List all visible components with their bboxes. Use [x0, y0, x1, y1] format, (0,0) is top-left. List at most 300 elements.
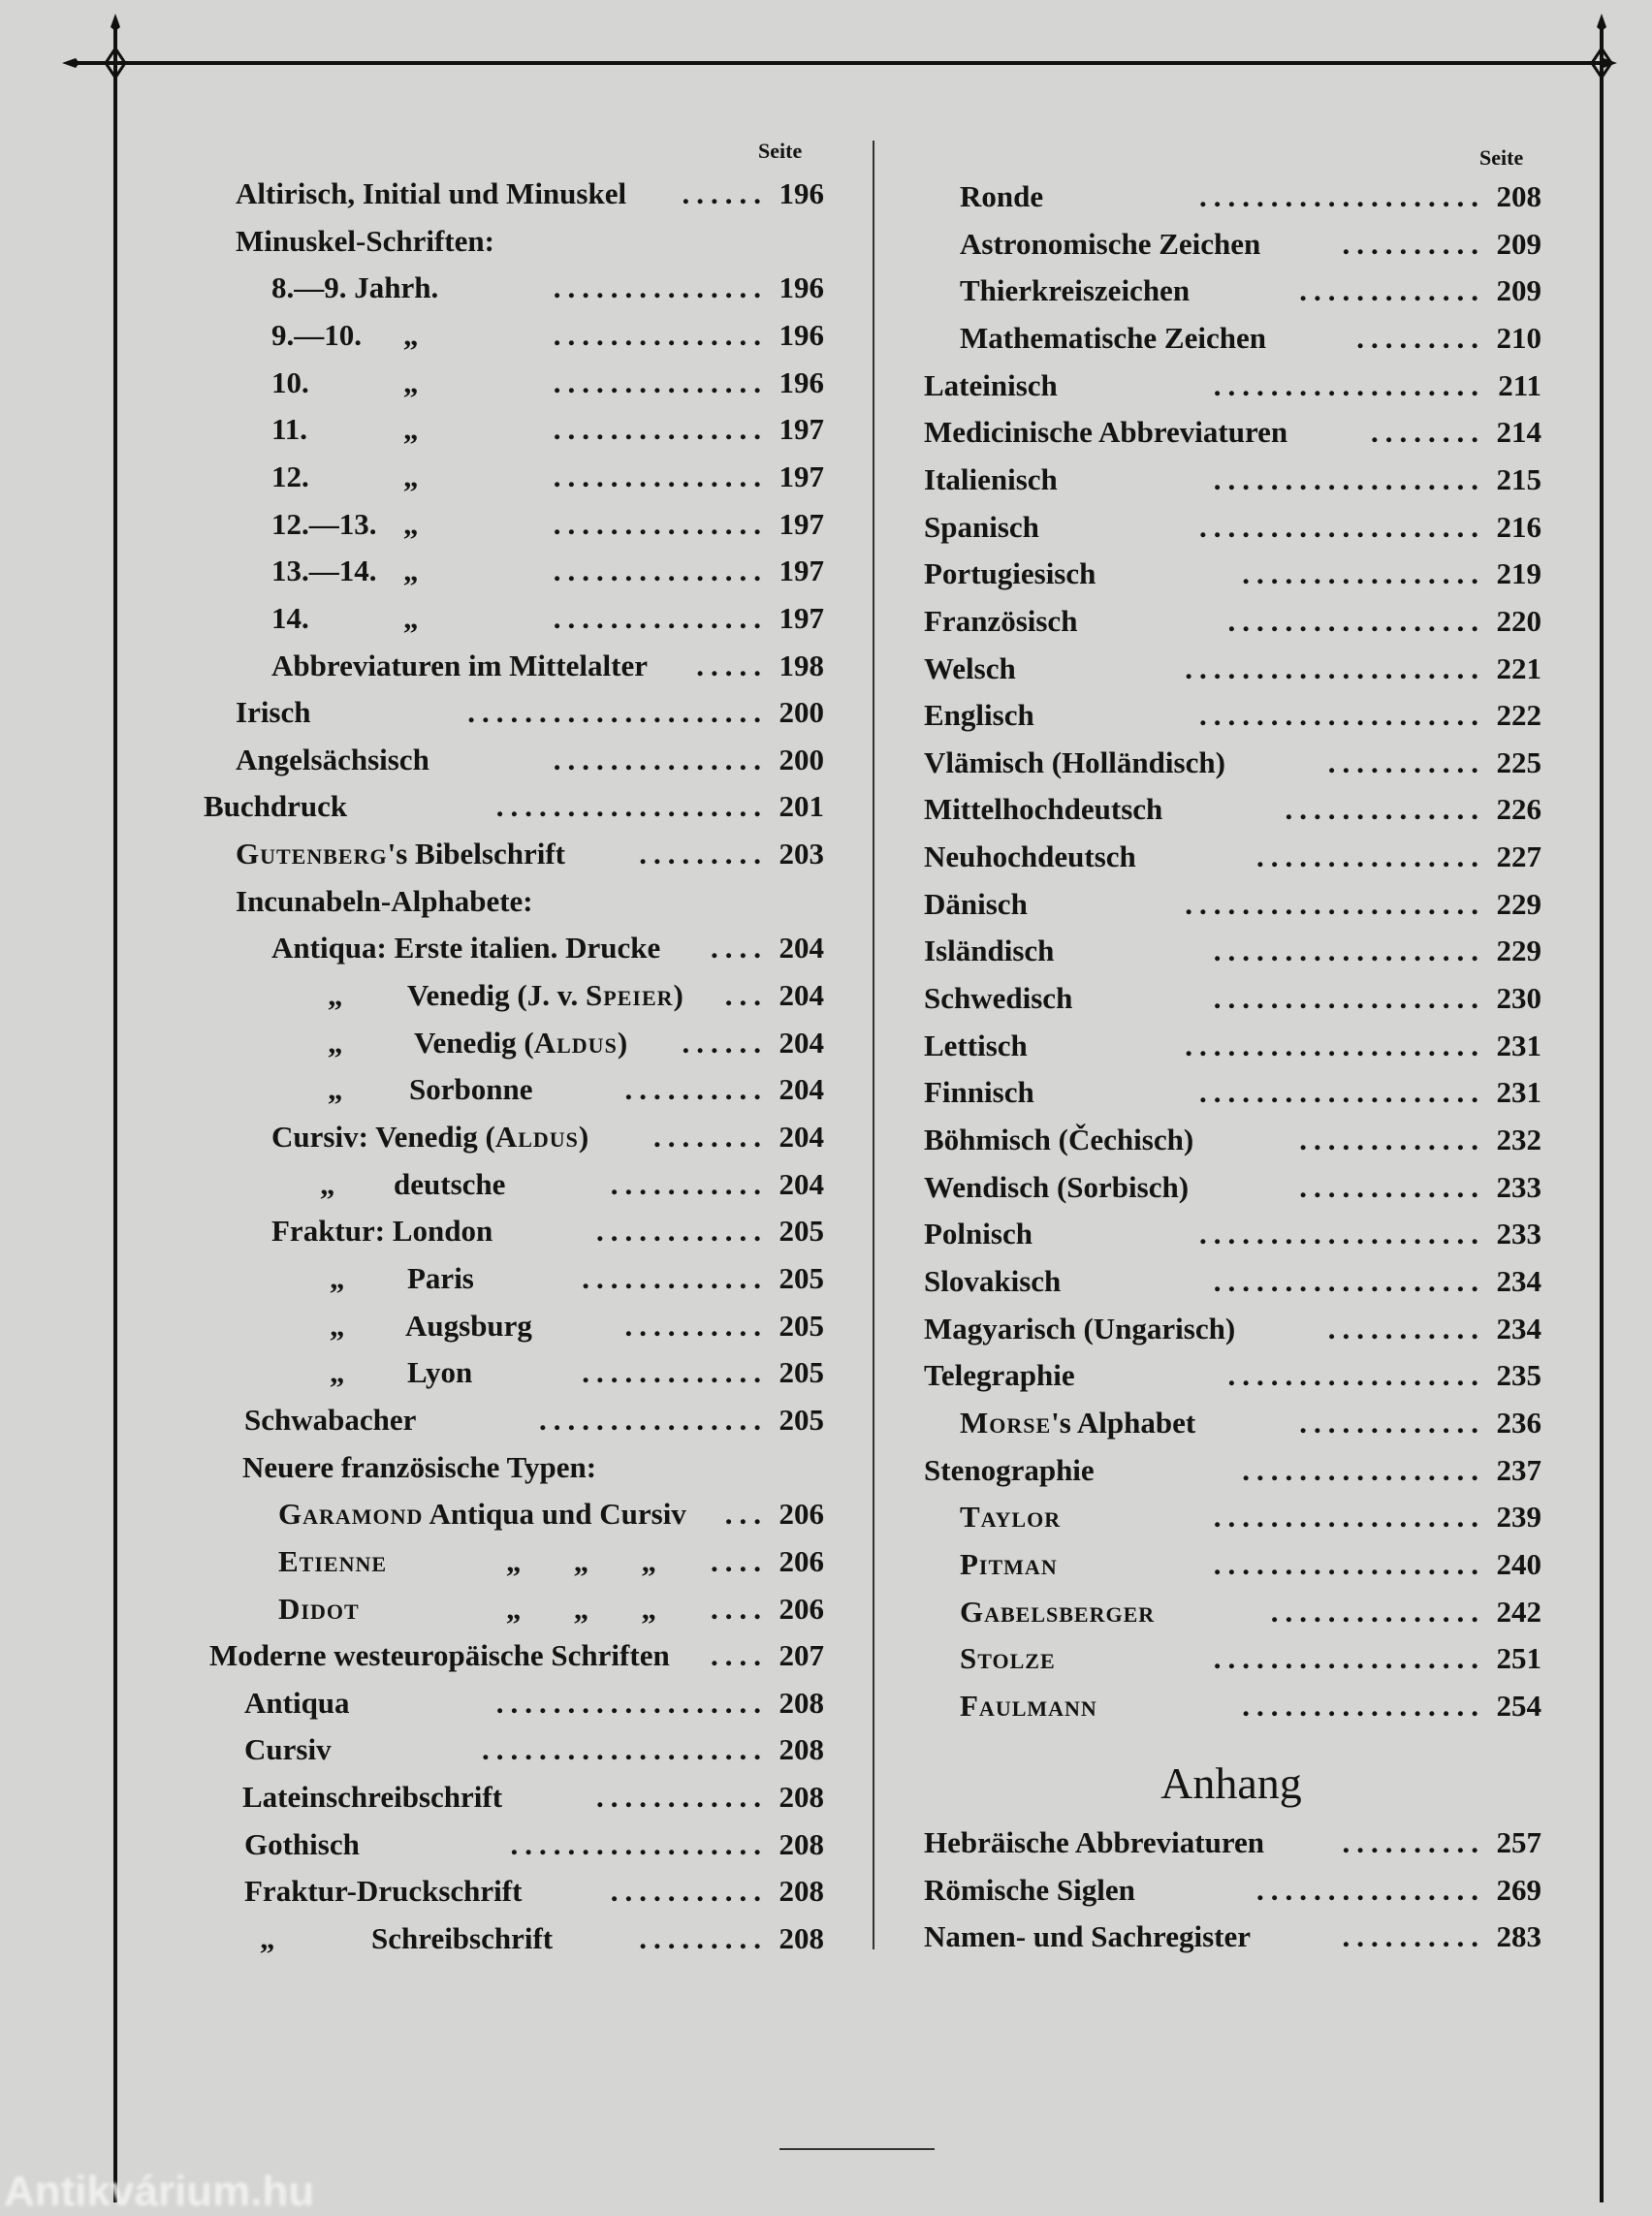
toc-entry[interactable] [911, 1447, 1541, 1494]
page-number: 234 [1496, 1311, 1541, 1345]
toc-entry[interactable] [911, 268, 1541, 314]
label-text: Französisch [924, 603, 1078, 638]
page-number: 208 [778, 1685, 824, 1720]
small-caps-name: Pitman [960, 1546, 1058, 1581]
ditto-mark: „ [328, 1072, 343, 1107]
toc-entry[interactable] [194, 689, 824, 736]
entry-label [236, 737, 429, 783]
leader-dots: ............. [1299, 273, 1485, 308]
toc-entry[interactable] [911, 1589, 1541, 1635]
page-number: 226 [1496, 792, 1541, 827]
toc-entry[interactable] [911, 1820, 1541, 1866]
toc-entry[interactable] [194, 1208, 824, 1254]
entry-label [924, 551, 1096, 597]
page-number: 207 [778, 1638, 824, 1673]
label-text: Hebräische Abbreviaturen [924, 1825, 1265, 1859]
entry-label [271, 454, 309, 500]
label-text: Portugiesisch [924, 556, 1096, 591]
toc-entry[interactable] [194, 454, 824, 500]
toc-entry[interactable] [194, 1632, 824, 1679]
entry-label [209, 1632, 670, 1679]
label-text: Welsch [924, 650, 1016, 685]
entry-label [242, 1444, 596, 1491]
label-text: Telegraphie [924, 1358, 1075, 1393]
toc-entry[interactable] [911, 928, 1541, 974]
label-text: Minuskel-Schriften: [236, 223, 494, 258]
page-number: 205 [778, 1260, 824, 1295]
toc-entry[interactable] [911, 1023, 1541, 1069]
entry-label [271, 360, 309, 406]
label-text: Venedig ( [414, 1025, 534, 1060]
page-number: 222 [1496, 698, 1541, 733]
entry-label [271, 643, 648, 689]
label-text: Schreibschrift [371, 1921, 554, 1956]
entry-label [924, 409, 1287, 456]
page-number: 208 [778, 1874, 824, 1909]
ditto-mark: „ [403, 412, 419, 447]
label-text: Moderne westeuropäische Schriften [209, 1638, 670, 1673]
entry-label [924, 1352, 1075, 1399]
leader-dots: ........... [1327, 1311, 1485, 1345]
toc-entry[interactable] [194, 1255, 824, 1302]
leader-dots: ........ [653, 1120, 768, 1154]
page-number: 206 [778, 1591, 824, 1626]
label-text: Namen- und Sachregister [924, 1919, 1251, 1954]
leader-dots: .................... [1199, 698, 1485, 733]
ditto-mark: „ „ „ [506, 1591, 656, 1626]
ditto-mark: „ [328, 978, 343, 1013]
page-number: 208 [778, 1732, 824, 1767]
page-number: 214 [1496, 415, 1541, 450]
entry-label [960, 1541, 1058, 1588]
entry-label [924, 457, 1058, 503]
label-text: Englisch [924, 698, 1034, 733]
page-number: 197 [778, 412, 824, 447]
leader-dots: ................... [1213, 981, 1485, 1016]
toc-entry[interactable] [911, 1494, 1541, 1540]
entry-label [407, 1255, 474, 1302]
entry-label [924, 504, 1039, 551]
toc-entry[interactable] [194, 783, 824, 830]
label-text: Neuere französische Typen: [242, 1449, 597, 1484]
toc-entry[interactable] [194, 1066, 824, 1113]
leader-dots: ..................... [1185, 1028, 1485, 1062]
toc-entry[interactable] [194, 643, 824, 689]
entry-label [244, 1726, 332, 1773]
small-caps-name: Speier [586, 978, 674, 1013]
toc-entry[interactable] [194, 595, 824, 642]
leader-dots: ......... [639, 1921, 768, 1956]
toc-entry[interactable] [194, 265, 824, 311]
entry-label [236, 831, 565, 877]
page-number: 269 [1496, 1872, 1541, 1907]
toc-entry[interactable] [194, 1161, 824, 1208]
leader-dots: ................... [1213, 1500, 1485, 1535]
entry-label [271, 501, 377, 548]
leader-dots: ............... [553, 554, 768, 588]
leader-dots: .............. [1285, 792, 1485, 827]
label-text: ) [578, 1120, 589, 1154]
entry-label [924, 692, 1034, 739]
label-text: 14. [271, 600, 309, 635]
page-number: 230 [1496, 981, 1541, 1016]
ditto-mark: „ [403, 317, 419, 352]
label-text: Slovakisch [924, 1263, 1062, 1298]
entry-label [244, 1821, 360, 1868]
label-text: Gothisch [244, 1826, 360, 1861]
ditto-mark: „ [330, 1260, 345, 1295]
page-number: 208 [778, 1921, 824, 1956]
label-text: 's Alphabet [1051, 1405, 1196, 1440]
toc-entry[interactable] [194, 1680, 824, 1726]
page-number: 232 [1496, 1123, 1541, 1156]
page-number: 257 [1496, 1825, 1541, 1859]
label-text: Cursiv: Venedig ( [271, 1120, 495, 1154]
leader-dots: ................... [1213, 1546, 1485, 1581]
page-number: 196 [778, 364, 824, 399]
label-text: 11. [271, 412, 308, 447]
leader-dots: .... [711, 1543, 768, 1578]
page-number: 208 [1496, 179, 1541, 213]
ditto-mark: „ [330, 1355, 345, 1390]
entry-label [960, 268, 1190, 314]
label-text: 8.—9. Jahrh. [271, 270, 439, 305]
toc-entry[interactable] [911, 1069, 1541, 1116]
leader-dots: ................ [539, 1402, 768, 1437]
toc-entry[interactable] [194, 501, 824, 548]
toc-entry[interactable] [194, 1821, 824, 1868]
entry-label [924, 1164, 1189, 1211]
leader-dots: ............... [553, 459, 768, 493]
label-text: 's Bibelschrift [387, 837, 566, 871]
leader-dots: ................. [1242, 1688, 1485, 1723]
leader-dots: .................... [1199, 1217, 1485, 1251]
toc-entry[interactable] [911, 646, 1541, 692]
entry-label [407, 1349, 472, 1396]
small-caps-name: Morse [960, 1405, 1052, 1440]
label-text: 12.—13. [271, 506, 377, 541]
page-number: 242 [1496, 1594, 1541, 1629]
toc-entry[interactable] [194, 1915, 824, 1962]
entry-label [924, 1820, 1264, 1866]
toc-entry[interactable] [911, 786, 1541, 833]
toc-entry[interactable] [194, 548, 824, 594]
toc-entry[interactable] [911, 881, 1541, 928]
leader-dots: ... [724, 978, 768, 1013]
toc-entry[interactable] [194, 218, 824, 265]
ditto-mark: „ [260, 1921, 275, 1956]
small-caps-name: Didot [278, 1591, 360, 1626]
leader-dots: ................ [1256, 839, 1485, 874]
page-number: 203 [778, 837, 824, 871]
page-number: 205 [778, 1214, 824, 1249]
page-number: 210 [1496, 320, 1541, 355]
toc-entry[interactable] [194, 737, 824, 783]
page-number: 205 [778, 1355, 824, 1390]
leader-dots: .......... [1342, 1919, 1485, 1954]
label-text: Fraktur: London [271, 1214, 493, 1249]
toc-entry[interactable] [911, 409, 1541, 456]
page-number: 205 [778, 1402, 824, 1437]
label-text: Mathematische Zeichen [960, 320, 1266, 355]
leader-dots: ........... [610, 1874, 768, 1909]
leader-dots: ............... [553, 317, 768, 352]
label-text: Incunabeln-Alphabete: [236, 883, 533, 918]
entry-label [278, 1491, 686, 1537]
ditto-mark: „ [330, 1308, 345, 1343]
label-text: Venedig (J. v. [407, 978, 587, 1013]
leader-dots: ............... [553, 364, 768, 399]
entry-label [236, 171, 626, 217]
entry-label [271, 925, 660, 971]
toc-entry[interactable] [911, 315, 1541, 362]
toc-entry[interactable] [911, 1400, 1541, 1446]
leader-dots: .... [711, 1638, 768, 1673]
page-number: 227 [1496, 839, 1541, 874]
page-number: 215 [1496, 461, 1541, 496]
toc-entry[interactable] [194, 1303, 824, 1349]
label-text: Ronde [960, 179, 1044, 213]
entry-label [271, 595, 309, 642]
entry-label [405, 1303, 532, 1349]
label-text: Polnisch [924, 1217, 1032, 1251]
leader-dots: ..................... [1185, 886, 1485, 921]
ditto-mark: „ [320, 1166, 335, 1201]
toc-entry[interactable] [911, 1352, 1541, 1399]
page-number: 231 [1496, 1028, 1541, 1062]
toc-entry[interactable] [911, 174, 1541, 220]
page-number: 239 [1496, 1500, 1541, 1535]
label-text: Lateinschreibschrift [242, 1780, 503, 1815]
toc-entry[interactable] [911, 1258, 1541, 1305]
entry-label [414, 1020, 627, 1066]
entry-label [960, 174, 1043, 220]
toc-entry[interactable] [194, 1586, 824, 1632]
toc-entry[interactable] [911, 457, 1541, 503]
small-caps-name: Gabelsberger [960, 1594, 1156, 1629]
leader-dots: ............... [553, 742, 768, 776]
ditto-mark: „ [403, 506, 419, 541]
entry-label [271, 312, 362, 359]
toc-entry[interactable] [194, 1538, 824, 1585]
leader-dots: ............. [1299, 1123, 1485, 1156]
toc-entry[interactable] [194, 1491, 824, 1537]
small-caps-name: Stolze [960, 1641, 1056, 1676]
page-number: 206 [778, 1543, 824, 1578]
small-caps-name: Gutenberg [236, 837, 388, 871]
leader-dots: ................ [1256, 1872, 1485, 1907]
toc-entry[interactable] [911, 1541, 1541, 1588]
page-number: 216 [1496, 509, 1541, 544]
ditto-mark: „ [403, 554, 419, 588]
label-text: ) [617, 1025, 628, 1060]
toc-entry[interactable] [194, 1868, 824, 1915]
page-number: 196 [778, 176, 824, 210]
entry-label [924, 786, 1162, 833]
page-number: 251 [1496, 1641, 1541, 1676]
toc-entry[interactable] [911, 1306, 1541, 1352]
page-number: 254 [1496, 1688, 1541, 1723]
toc-entry[interactable] [911, 551, 1541, 597]
entry-label [960, 1589, 1155, 1635]
entry-label [271, 1208, 492, 1254]
leader-dots: ............... [553, 412, 768, 447]
toc-entry[interactable] [911, 975, 1541, 1022]
entry-label [924, 1306, 1235, 1352]
entry-label [271, 406, 307, 453]
ditto-mark: „ [403, 459, 419, 493]
toc-entry[interactable] [194, 360, 824, 406]
label-text: Stenographie [924, 1452, 1095, 1487]
leader-dots: .................. [1227, 603, 1485, 638]
toc-entry[interactable] [911, 221, 1541, 268]
label-text: Antiqua: Erste italien. Drucke [271, 931, 661, 966]
label-text: Abbreviaturen im Mittelalter [271, 648, 648, 682]
page-number: 200 [778, 695, 824, 730]
small-caps-name: Aldus [533, 1025, 618, 1060]
leader-dots: .......... [1342, 1825, 1485, 1859]
entry-label [960, 1635, 1056, 1682]
page-number: 196 [778, 317, 824, 352]
page-number: 204 [778, 978, 824, 1013]
toc-entry[interactable] [194, 1774, 824, 1820]
leader-dots: ............ [596, 1780, 768, 1815]
label-text: 10. [271, 364, 309, 399]
toc-entry[interactable] [194, 831, 824, 877]
label-text: Antiqua und Cursiv [423, 1497, 686, 1532]
entry-label [960, 1494, 1061, 1540]
entry-label [924, 975, 1072, 1022]
leader-dots: .................. [510, 1826, 768, 1861]
toc-entry[interactable] [194, 1349, 824, 1396]
toc-entry[interactable] [194, 312, 824, 359]
leader-dots: ... [724, 1497, 768, 1532]
entry-label [960, 221, 1260, 268]
entry-label [924, 646, 1016, 692]
toc-entry[interactable] [194, 878, 824, 925]
label-text: Augsburg [405, 1308, 532, 1343]
leader-dots: .......... [624, 1072, 768, 1107]
appendix-heading: Anhang [1160, 1758, 1302, 1808]
entry-label [924, 1914, 1251, 1960]
leader-dots: ............ [596, 1214, 768, 1249]
toc-entry[interactable] [194, 1114, 824, 1160]
label-text: Isländisch [924, 934, 1055, 968]
leader-dots: ..... [696, 648, 768, 682]
leader-dots: ..................... [467, 695, 768, 730]
page-number: 231 [1496, 1075, 1541, 1110]
entry-label [271, 265, 438, 311]
entry-label [236, 689, 311, 736]
ditto-mark: „ [328, 1025, 343, 1060]
label-text: 12. [271, 459, 309, 493]
toc-entry[interactable] [911, 504, 1541, 551]
toc-entry[interactable] [911, 1683, 1541, 1729]
label-text: Antiqua [244, 1685, 350, 1720]
entry-label [371, 1915, 553, 1962]
entry-label [278, 1586, 360, 1632]
page-number: 211 [1498, 367, 1541, 402]
toc-entry[interactable] [911, 598, 1541, 645]
toc-entry[interactable] [911, 1211, 1541, 1257]
page-number: 209 [1496, 226, 1541, 261]
page-number: 200 [778, 742, 824, 776]
entry-label [924, 928, 1054, 974]
small-caps-name: Etienne [278, 1543, 388, 1578]
toc-entry[interactable] [911, 740, 1541, 786]
page-number: 204 [778, 931, 824, 966]
toc-entry[interactable] [194, 171, 824, 217]
page-number: 204 [778, 1120, 824, 1154]
toc-entry[interactable] [911, 834, 1541, 880]
leader-dots: ............... [553, 600, 768, 635]
page-number: 236 [1496, 1405, 1541, 1440]
toc-entry[interactable] [911, 1867, 1541, 1914]
ditto-mark: „ „ „ [506, 1543, 656, 1578]
toc-entry[interactable] [911, 1635, 1541, 1682]
label-text: Vlämisch (Holländisch) [924, 744, 1225, 779]
page-number: 197 [778, 600, 824, 635]
label-text: Spanisch [924, 509, 1039, 544]
page-number: 234 [1496, 1263, 1541, 1298]
toc-entry[interactable] [911, 692, 1541, 739]
leader-dots: ................... [495, 789, 768, 824]
label-text: Lettisch [924, 1028, 1028, 1062]
leader-dots: ............... [1270, 1594, 1485, 1629]
label-text: Irisch [236, 695, 311, 730]
label-text: Medicinische Abbreviaturen [924, 415, 1288, 450]
toc-entry[interactable] [194, 406, 824, 453]
leader-dots: ................... [1213, 461, 1485, 496]
toc-entry[interactable] [194, 1397, 824, 1443]
entry-label [244, 1868, 522, 1915]
page-number: 235 [1496, 1358, 1541, 1393]
bottom-rule [779, 2148, 935, 2150]
leader-dots: ......... [1356, 320, 1485, 355]
toc-entry[interactable] [194, 972, 824, 1019]
label-text: Schwedisch [924, 981, 1073, 1016]
toc-entry[interactable] [194, 1726, 824, 1773]
page-number: 221 [1496, 650, 1541, 685]
leader-dots: ................... [1213, 1263, 1485, 1298]
page-number: 204 [778, 1072, 824, 1107]
ditto-mark: „ [403, 364, 419, 399]
label-text: Fraktur-Druckschrift [244, 1874, 523, 1909]
toc-entry[interactable] [194, 1020, 824, 1066]
small-caps-name: Garamond [278, 1497, 424, 1532]
leader-dots: .................... [1199, 509, 1485, 544]
toc-entry[interactable] [911, 363, 1541, 409]
toc-entry[interactable] [194, 1444, 824, 1491]
entry-label [271, 1114, 588, 1160]
toc-entry[interactable] [911, 1117, 1541, 1163]
page-number: 225 [1496, 744, 1541, 779]
watermark: Antikvárium.hu [4, 2168, 315, 2215]
toc-entry[interactable] [911, 1914, 1541, 1960]
entry-label [236, 878, 533, 925]
right-page-column-header: Seite [1479, 145, 1524, 170]
leader-dots: ........... [610, 1166, 768, 1201]
label-text: Mittelhochdeutsch [924, 792, 1163, 827]
page-number: 205 [778, 1308, 824, 1343]
leader-dots: ................... [1213, 934, 1485, 968]
entry-label [924, 1117, 1193, 1163]
entry-label [271, 548, 377, 594]
toc-entry[interactable] [911, 1164, 1541, 1211]
leader-dots: ...... [682, 1025, 768, 1060]
page-number: 204 [778, 1025, 824, 1060]
toc-entry[interactable] [194, 925, 824, 971]
